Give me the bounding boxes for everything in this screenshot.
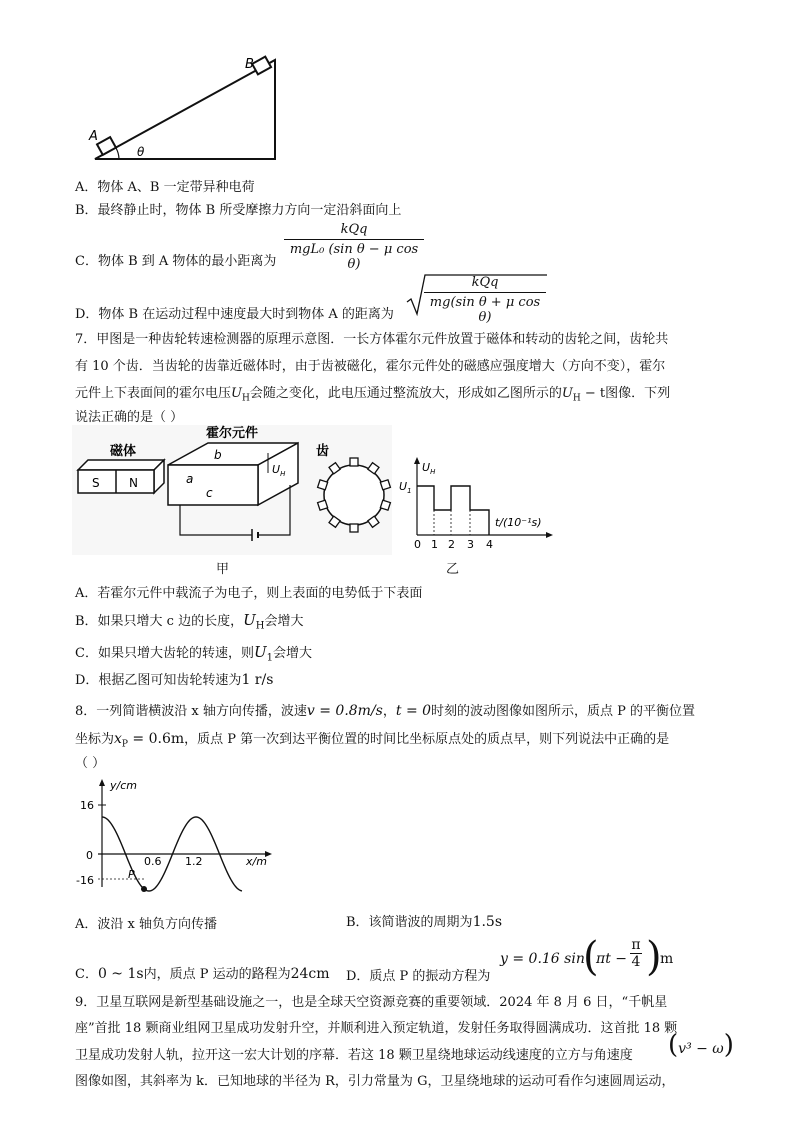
q8-option-c: C．0 ~ 1s内，质点 P 运动的路程为24cm (75, 966, 330, 982)
graph-tick-label: 4 (486, 538, 493, 550)
gear-tooth (380, 500, 390, 510)
graph-tick-label: 1 (431, 538, 438, 550)
graph-xlabel: t/(10⁻¹s) (495, 516, 542, 529)
q8-option-d-prefix: D．质点 P 的振动方程为 (346, 969, 491, 984)
graph-ticks (414, 538, 493, 550)
gear-tooth (350, 524, 358, 532)
q7-option-c: C．如果只增大齿轮的转速，则$U_1$会增大 (75, 643, 312, 664)
incline-label-a: A (89, 129, 98, 144)
q6-d-denominator: mg(sin θ + μ cos θ) (424, 292, 546, 325)
q7-stem-line2: 有 10 个齿．当齿轮的齿靠近磁体时，由于齿被磁化，霍尔元件处的磁感应强度增大（方向不变），霍尔 (75, 359, 666, 374)
q7-stem-line1: 7．甲图是一种齿轮转速检测器的原理示意图．一长方体霍尔元件放置于磁体和转动的齿轮之间，齿轮共 (75, 332, 669, 347)
q6-option-a: A．物体 A、B 一定带异种电荷 (75, 180, 255, 195)
q9-expression: (v³ − ω) (668, 1030, 734, 1060)
gear-tooth (318, 480, 328, 490)
q8-stem-line1: 8．一列简谐横波沿 x 轴方向传播，波速v = 0.8m/s，t = 0时刻的波动图像如图所示，质点 P 的平衡位置 (75, 703, 696, 719)
caption-right: 乙 (446, 562, 460, 577)
incline-label-theta: θ (137, 145, 145, 159)
hall-label: 霍尔元件 (206, 426, 259, 441)
wave-x-12: 1.2 (185, 855, 203, 868)
wave-origin: 0 (86, 849, 93, 862)
edge-a: a (186, 472, 194, 486)
graph-tick-label: 3 (467, 538, 474, 550)
q7-stem-line3: 元件上下表面间的霍尔电压$U_H$会随之变化，此电压通过整流放大，形成如乙图所示的$U_H - t$图像．下列 (75, 386, 671, 404)
uh-waveform (417, 486, 489, 535)
incline-figure (85, 52, 285, 164)
gear-label: 齿 (316, 444, 330, 459)
magnet-label: 磁体 (110, 444, 137, 459)
q8-option-b: B．该简谐波的周期为1.5s (346, 914, 503, 930)
angle-arc (116, 148, 119, 159)
q6-option-d-fraction (424, 275, 546, 325)
q7-option-b: B．如果只增大 c 边的长度，$U_H$会增大 (75, 611, 304, 632)
graph-tick-label: 0 (414, 538, 421, 550)
incline-label-b: B (245, 57, 254, 72)
q9-stem-line1: 9．卫星互联网是新型基础设施之一，也是全球天空资源竞赛的重要领域．2024 年 8 月 6 日，“千帆星 (75, 995, 668, 1010)
q9-stem-line4: 图像如图，其斜率为 k．已知地球的半径为 R，引力常量为 G，卫星绕地球的运动可看作匀速圆周运动， (75, 1074, 675, 1089)
uh-t-graph (395, 455, 555, 550)
q6-option-b: B．最终静止时，物体 B 所受摩擦力方向一定沿斜面向上 (75, 203, 402, 218)
point-p-dot (141, 886, 147, 892)
wave-point-p: P (128, 868, 135, 881)
q7-stem-line4: 说法正确的是（ ） (75, 410, 184, 425)
q6-option-c-fraction (284, 222, 424, 272)
pole-n: N (129, 476, 138, 490)
gear-tooth (350, 458, 358, 466)
caption-left: 甲 (216, 562, 230, 577)
q6-d-numerator: kQq (471, 275, 499, 290)
q8-option-a: A．波沿 x 轴负方向传播 (75, 917, 217, 932)
gear-tooth (380, 480, 390, 490)
graph-u1: $U_1$ (399, 480, 412, 495)
hall-sensor-figure (72, 425, 392, 555)
wave-x-06: 0.6 (144, 855, 162, 868)
graph-tick-label: 2 (448, 538, 455, 550)
q6-c-denominator: mgL₀ (sin θ − μ cos θ) (284, 239, 424, 272)
edge-b: b (214, 448, 222, 462)
q8-stem-line3: （ ） (75, 756, 106, 771)
gear-tooth (318, 500, 328, 510)
wave-figure (76, 775, 276, 895)
q7-option-a: A．若霍尔元件中载流子为电子，则上表面的电势低于下表面 (75, 586, 423, 601)
wave-ylabel: y/cm (110, 779, 137, 792)
wave-xlabel: x/m (246, 855, 267, 868)
q6-option-c-prefix: C．物体 B 到 A 物体的最小距离为 (75, 254, 277, 269)
pole-s: S (92, 476, 100, 490)
q6-option-d-prefix: D．物体 B 在运动过程中速度最大时到物体 A 的距离为 (75, 307, 394, 322)
uh-symbol: U (231, 386, 242, 401)
hall-uh-label: $U_H$ (272, 463, 286, 478)
q9-stem-line3: 卫星成功发射人轨，拉开这一宏大计划的序幕．若这 18 颗卫星绕地球运动线速度的立方与角速度 (75, 1048, 633, 1063)
magnet (78, 460, 164, 493)
block-a (97, 137, 116, 155)
q8-stem-line2: 坐标为$x_P = 0.6m$，质点 P 第一次到达平衡位置的时间比坐标原点处的质点早，则下列说法中正确的是 (75, 731, 670, 750)
wave-y-pos: 16 (80, 799, 94, 812)
q9-stem-line2: 座”首批 18 颗商业组网卫星成功发射升空，并顺利进入预定轨道，发射任务取得圆满成功．这首批 18 颗 (75, 1021, 678, 1036)
incline-triangle (95, 60, 275, 159)
wave-y-neg: -16 (76, 874, 94, 887)
q7-option-d: D．根据乙图可知齿轮转速为1 r/s (75, 672, 274, 688)
q6-c-numerator: kQq (340, 222, 368, 237)
edge-c: c (206, 486, 213, 500)
graph-ylabel: $U_H$ (422, 461, 436, 476)
